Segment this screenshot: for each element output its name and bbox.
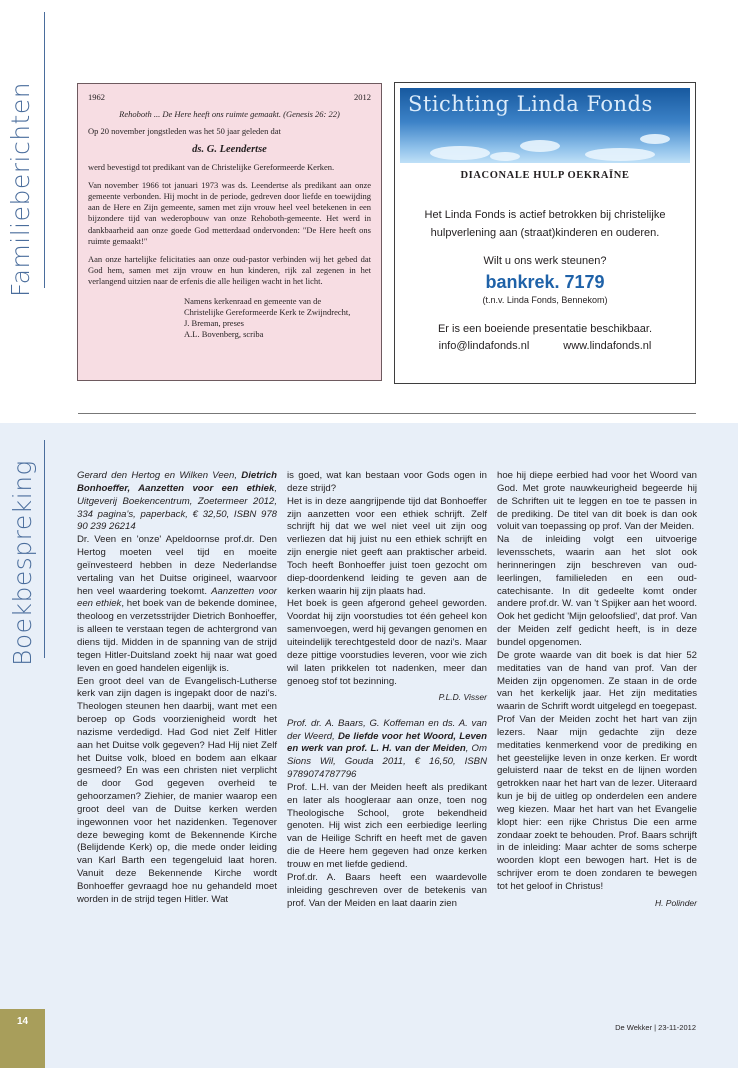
linda-fonds-ad — [394, 82, 696, 384]
cloud-decoration — [640, 134, 670, 144]
year-start: 1962 — [88, 92, 105, 102]
section-title-boekbespreking: Boekbespreking — [8, 459, 37, 667]
signature-line: Namens kerkenraad en gemeente van de — [184, 295, 322, 306]
review-column-3 — [497, 470, 697, 909]
announcement-intro: Op 20 november jongstleden was het 50 jaar geleden dat — [88, 126, 281, 137]
review2-book-title: De liefde voor het Woord, Leven en werk van prof. L. H. van der Meiden — [287, 730, 487, 755]
fonds-subtitle: DIACONALE HULP OEKRAÏNE — [400, 163, 690, 189]
signature-line: J. Breman, preses — [184, 318, 244, 329]
review2-p2: Prof.dr. A. Baars heeft een waardevolle inleiding geschreven over de betekenis van prof. Van der Meiden en laat daarin zien — [287, 871, 487, 909]
fonds-line: Het Linda Fonds is actief betrokken bij christelijke — [424, 209, 666, 221]
fonds-banner-title: Stichting Linda Fonds — [408, 92, 653, 116]
review2-authors: Prof. dr. A. Baars, G. Koffeman en ds. A. van der Weerd, — [287, 717, 487, 742]
review1-meta: , Uitgeverij Boekencentrum, Zoetermeer 2012, 334 pagina's, paperback, € 32,50, ISBN 978 90 239 26214 — [77, 482, 277, 533]
section-divider — [78, 413, 696, 414]
review1-p3: is goed, wat kan bestaan voor Gods ogen in deze strijd? — [287, 470, 487, 494]
signature-line: Christelijke Gereformeerde Kerk te Zwijndrecht, — [184, 306, 351, 317]
page-number: 14 — [16, 1016, 29, 1027]
announcement-p3: Aan onze hartelijke felicitaties aan onze oud-pastor verbinden wij het gebed dat God hem, samen met zijn vrouw en hun kinderen, rijk zal zegenen in het verlangend uitzien naar de erfenis die alle heiligen wacht in het licht. — [88, 254, 371, 287]
fonds-banner — [400, 88, 690, 163]
fonds-line: hulpverlening aan (straat)kinderen en ouderen. — [430, 226, 660, 239]
cloud-decoration — [490, 152, 520, 161]
fonds-website-link[interactable]: www.lindafonds.nl — [563, 340, 652, 353]
fonds-line: Er is een boeiende presentatie beschikbaar. — [437, 322, 653, 335]
family-announcement — [77, 83, 382, 381]
cloud-decoration — [430, 146, 490, 160]
review1-signature: P.L.D. Visser — [438, 692, 487, 703]
review1-p2: Een groot deel van de Evangelisch-Lutherse kerk van zijn dagen is ingepakt door de nazi's. Theologen steunen hen daarbij, want met een beroep op Gods voorzienigheid wordt het nazisme verdedigd. Had God niet Zelf Hitler aan het Duitse volk gegeven? Had Hij niet Zelf het Duitse volk, bloed en bodem aan elkaar gesmeed? En was een christen niet verplicht de door God gegeven overheid te gehoorzamen? Ziehier, de manier waarop een groot deel van de Duitse kerken werden ingewonnen voor het nazidenken. Tegenover deze beweging komt de Bekennende Kirche (Belijdende Kerk) op, die mede onder leiding van Karl Barth een tegengeluid laat horen. Vanuit deze Bekennende Kirche wordt Bonhoeffer gevraagd hoe nu gehandeld moet worden in de strijd tegen Hitler. Wat — [77, 675, 277, 905]
section-title-familieberichten: Familieberichten — [6, 81, 35, 297]
review-column-2 — [287, 470, 487, 910]
announcement-quote: Rehoboth ... De Here heeft ons ruimte gemaakt. (Genesis 26: 22) — [119, 109, 340, 120]
fonds-body — [395, 207, 695, 356]
review2-p5: De grote waarde van dit boek is dat hier 52 meditaties van de hand van prof. Van der Meiden zijn opgenomen. Ze staan in de orde van het kerkelijk jaar. Het zijn meditaties waarin de Schrift wordt uitgelegd en toegepast. Prof Van der Meiden zocht het hart van zijn lezers. Naar mijn gedachte zijn deze meditaties kenmerkend voor de prediking en het geestelijke leven in onze kerken. Er wordt geluisterd naar de tekst en de lijnen worden getrokken naar het hart van de lezer. Uiteraard kun je bij de uitleg op onderdelen een andere weg kiezen. Maar het hart van het Evangelie klopt hier: een rijke Christus Die een arme zondaar zoekt te behouden. Prof. Baars schrijft in de inleiding: Maar achter de soms scherpe woorden klopt een bewogen hart. Het is de schrijver erom te doen zondaren te bewegen tot het geloof in Christus! — [497, 649, 697, 892]
review1-book-title: Dietrich Bonhoeffer, Aanzetten voor een ethiek — [77, 470, 277, 494]
announcement-p2: Van november 1966 tot januari 1973 was ds. Leendertse als predikant aan onze gemeente verbonden. Hij mocht in de periode, gedreven door liefde en toewijding aan de Here en Zijn gemeente, samen met zijn vrouw heel veel betekenen in een bijzondere tijd van wederopbouw van onze Rehoboth-gemeente. Het werd in dankbaarheid aan onze goede God metterdaad ondervonden: "De Here heeft ons ruimte gemaakt!" — [88, 179, 371, 246]
fonds-email-link[interactable]: info@lindafonds.nl — [438, 340, 530, 353]
review1-p1-italic: Aanzetten voor een ethiek — [77, 585, 277, 610]
signature-line: A.L. Bovenberg, scriba — [184, 329, 264, 340]
review2-header — [287, 718, 487, 782]
review1-p1 — [77, 534, 277, 675]
review2-meta: , Om Sions Wil, Gouda 2011, € 16,50, ISBN 9789074787796 — [287, 743, 487, 781]
cloud-decoration — [585, 148, 655, 161]
announcement-years — [88, 92, 371, 103]
cloud-decoration — [520, 140, 560, 152]
fonds-line: Wilt u ons werk steunen? — [483, 255, 607, 268]
review2-signature: H. Polinder — [654, 897, 697, 908]
review-column-1 — [77, 470, 277, 907]
review1-authors: Gerard den Hertog en Wilken Veen, — [77, 470, 242, 481]
review2-p3: hoe hij diepe eerbied had voor het Woord van God. Met grote nauwkeurigheid begeerde hij de Schriften uit te leggen en toe te passen in de prediking. De titel van dit boek is dan ook voluit van toepassing op prof. Van der Meiden. — [497, 470, 697, 533]
announcement-name: ds. G. Leendertse — [192, 143, 267, 155]
fonds-contacts — [395, 338, 695, 356]
section-rule — [44, 12, 45, 288]
announcement-signature — [184, 296, 371, 341]
fonds-bank-note: (t.n.v. Linda Fonds, Bennekom) — [482, 295, 608, 306]
announcement-p1: werd bevestigd tot predikant van de Christelijke Gereformeerde Kerken. — [88, 161, 335, 172]
fonds-bank-account: bankrek. 7179 — [485, 271, 605, 292]
review2-p1: Prof. L.H. van der Meiden heeft als predikant en later als hoogleraar aan onze, toen nog Theologische School, grote bekendheid genoten. Hij wist zich een eerbiedige leerling van de Heilige Schrift en heeft met de gaven die de Heere hem gegeven had onze kerken trouw en met liefde gediend. — [287, 781, 487, 870]
review1-p1-text: Dr. Veen en 'onze' Apeldoornse prof.dr. Den Hertog moeten veel tijd en moeite geïnvesteerd hebben in deze Nederlandse vertaling van het Duitse origineel, waarvoor hen veel waardering toekomt. — [77, 534, 277, 597]
review1-p5: Het boek is geen afgerond geheel geworden. Voordat hij zijn voorstudies tot één geheel kon samenvoegen, werd hij gevangen genomen en uiteindelijk terechtgesteld door de nazi's. Maar deze pittige voorstudies leveren, voor wie zich wil laten prikkelen tot nadenken, meer dan genoeg stof tot bezinning. — [287, 598, 487, 687]
year-end: 2012 — [354, 92, 371, 102]
review1-header — [77, 470, 277, 534]
review1-p1-text: , het boek van de bekende dominee, theoloog en verzetsstrijder Dietrich Bonhoeffer, is alleen te verstaan tegen de achtergrond van diens tijd. Midden in de spanning van de strijd tegen Hitler-Duitsland zoekt hij naar wat goed leven en goed handelen eigenlijk is. — [77, 598, 278, 674]
review1-p4: Het is in deze aangrijpende tijd dat Bonhoeffer zijn aanzetten voor een ethiek schrijft. Zelf schrijft hij dat we wel niet veel uit zijn oog verliezen dat hij juist nu een ethiek schrijft en zijn energie niet geeft aan praktischer arbeid. Toch heeft Bonhoeffer juist toen gezocht om diep-doordenkend leiding te geven aan de kerken waarin hij zijn plaats had. — [287, 495, 487, 597]
review2-p4: Na de inleiding volgt een uitvoerige levensschets, waarin aan het slot ook herinneringen zijn beschreven van oud-leerlingen, familieleden en een oud-catechisante. In dit gedeelte komt onder andere prof.dr. W. van 't Spijker aan het woord. Ook het gedicht 'Mijn geloofslied', dat prof. Van der Meiden zelf gedicht heeft, is in deze bundel opgenomen. — [497, 534, 697, 648]
publication-footer: De Wekker | 23-11-2012 — [615, 1023, 696, 1032]
section-rule — [44, 440, 45, 658]
